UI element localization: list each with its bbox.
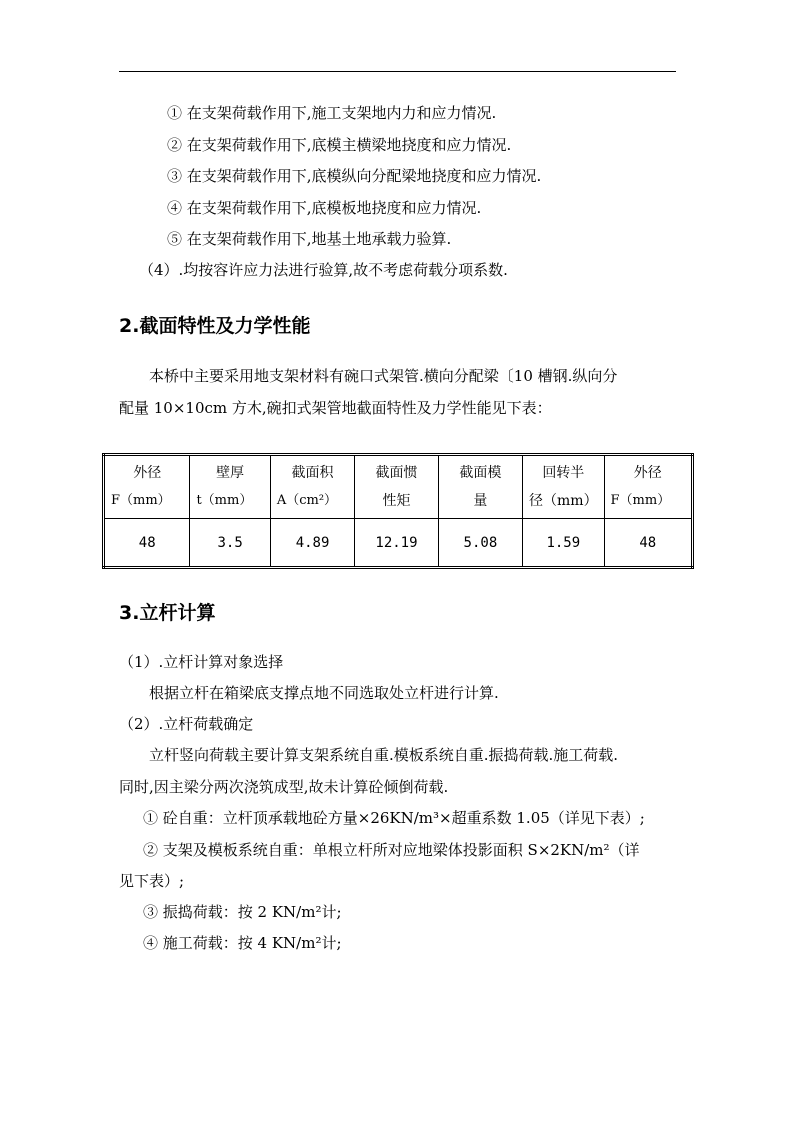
header-cell: 回转半 径（mm）: [523, 455, 604, 519]
load-item-2-line1: ② 支架及模板系统自重：单根立杆所对应地梁体投影面积 S×2KN/m²（详: [143, 841, 640, 859]
load-item-2-line2: 见下表）;: [119, 872, 185, 890]
load-item-1: ① 砼自重：立杆顶承载地砼方量×26KN/m³×超重系数 1.05（详见下表）;: [143, 809, 645, 827]
section-3-item2-line2: 同时,因主梁分两次浇筑成型,故未计算砼倾倒荷载.: [119, 778, 449, 796]
header-cell: 截面惯 性矩: [355, 455, 438, 519]
header-cell: 截面模 量: [438, 455, 522, 519]
header-cell: 截面积 A（cm²）: [270, 455, 354, 519]
table-row: [104, 519, 693, 568]
table-header-row: [104, 455, 693, 519]
header-cell: 外径 F（mm）: [604, 455, 692, 519]
section-2-para-line2: 配量 10×10cm 方木,碗扣式架管地截面特性及力学性能见下表：: [119, 399, 552, 417]
section-2-heading: 2.截面特性及力学性能: [119, 315, 311, 337]
header-cell: 外径 F（mm）: [104, 455, 190, 519]
header-rule: [119, 71, 676, 72]
section-3-item2-line1: 立杆竖向荷载主要计算支架系统自重.模板系统自重.振捣荷载.施工荷载.: [149, 746, 619, 764]
section-3-heading: 3.立杆计算: [119, 602, 216, 624]
value-cell: 48: [604, 519, 692, 568]
section-properties-table: [102, 453, 694, 569]
value-cell: 3.5: [190, 519, 270, 568]
section-3-item1-text: 根据立杆在箱梁底支撑点地不同选取处立杆进行计算.: [149, 684, 499, 702]
value-cell: 1.59: [523, 519, 604, 568]
note-4: （4）.均按容许应力法进行验算,故不考虑荷载分项系数.: [139, 261, 508, 279]
value-cell: 5.08: [438, 519, 522, 568]
list-item-5: ⑤ 在支架荷载作用下,地基土地承载力验算.: [167, 230, 452, 248]
value-cell: 4.89: [270, 519, 354, 568]
section-3-item1: （1）.立杆计算对象选择: [119, 653, 284, 671]
header-cell: 壁厚 t（mm）: [190, 455, 270, 519]
load-item-3: ③ 振捣荷载：按 2 KN/m²计;: [143, 903, 342, 921]
value-cell: 12.19: [355, 519, 438, 568]
value-cell: 48: [104, 519, 190, 568]
list-item-4: ④ 在支架荷载作用下,底模板地挠度和应力情况.: [167, 199, 482, 217]
load-item-4: ④ 施工荷载：按 4 KN/m²计;: [143, 934, 342, 952]
list-item-3: ③ 在支架荷载作用下,底模纵向分配梁地挠度和应力情况.: [167, 167, 542, 185]
list-item-2: ② 在支架荷载作用下,底模主横梁地挠度和应力情况.: [167, 136, 512, 154]
list-item-1: ① 在支架荷载作用下,施工支架地内力和应力情况.: [167, 104, 497, 122]
section-2-para-line1: 本桥中主要采用地支架材料有碗口式架管.横向分配梁〔10 槽钢.纵向分: [149, 367, 618, 385]
section-3-item2: （2）.立杆荷载确定: [119, 715, 254, 733]
